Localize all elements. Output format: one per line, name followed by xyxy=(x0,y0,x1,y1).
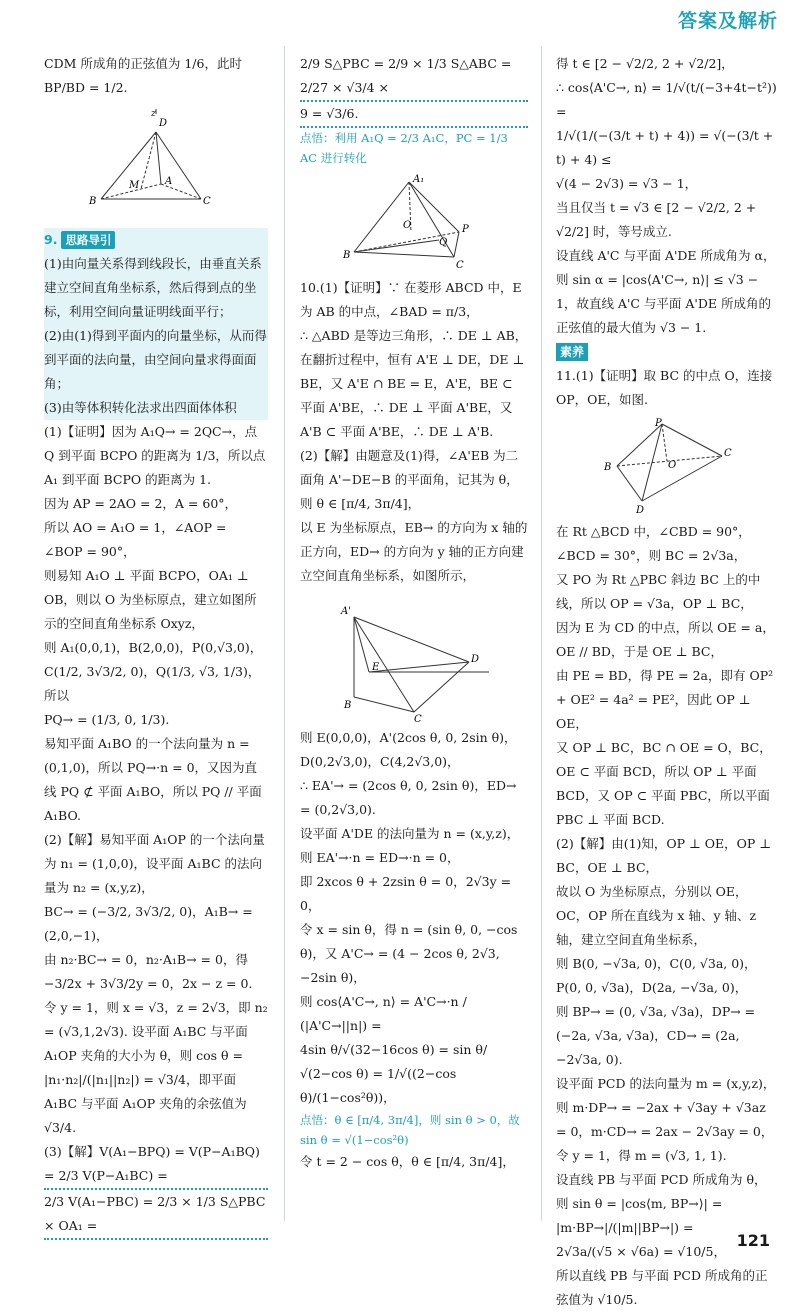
text-line: 设平面 A'DE 的法向量为 n = (x,y,z)，则 EA'→·n = ED→·n = 0， xyxy=(300,826,520,865)
text-line: BC→ = (−3/2, 3√3/2, 0)，A₁B→ = (2,0,−1)， xyxy=(44,904,253,943)
svg-text:C: C xyxy=(414,714,422,722)
text-line: 2/9 S△PBC = 2/9 × 1/3 S△ABC = 2/27 × √3/4 × xyxy=(300,52,528,102)
text-line: 令 y = 1，得 m = (√3, 1, 1). xyxy=(556,1148,727,1163)
text-line: (2)【解】由(1)知，OP ⊥ OE，OP ⊥ BC，OE ⊥ BC， xyxy=(556,836,772,875)
text-line: 当且仅当 t = √3 ∈ [2 − √2/2, 2 + √2/2] 时，等号成立. xyxy=(556,200,757,239)
text-line: 又 PO 为 Rt △PBC 斜边 BC 上的中线，所以 OP = √3a，OP ⊥ BC， xyxy=(556,572,761,611)
text-line: PQ→ = (1/3, 0, 1/3). xyxy=(44,712,170,727)
text-line: 因为 E 为 CD 的中点，所以 OE = a，OE // BD，于是 OE ⊥ BC， xyxy=(556,620,775,659)
text-line: 1/√(1/(−(3/t + t) + 4)) = √(−(3/t + t) + 4) ≤ xyxy=(556,128,774,167)
column-left xyxy=(44,52,268,1233)
text-line: 令 x = sin θ，得 n = (sin θ, 0, −cos θ)，又 A'C→ = (4 − 2cos θ, 2√3, −2sin θ)， xyxy=(300,922,518,985)
thinking-guide-tag: 思路导引 xyxy=(61,231,115,249)
text-line: 在 Rt △BCD 中，∠CBD = 90°，∠BCD = 30°，则 BC = 2√3a， xyxy=(556,524,751,563)
text-line: 以 E 为坐标原点，EB→ 的方向为 x 轴的正方向，ED→ 的方向为 y 轴的正方向建立空间直角坐标系，如图所示， xyxy=(300,520,528,583)
text-line: (1)【证明】因为 A₁Q→ = 2QC→，点 Q 到平面 BCPO 的距离为 1/3，所以点 A₁ 到平面 BCPO 的距离为 1. xyxy=(44,424,266,487)
text-line: 即 2xcos θ + 2zsin θ = 0，2√3y = 0， xyxy=(300,874,512,913)
text-line: 11.(1)【证明】取 BC 的中点 O，连接 OP，OE，如图. xyxy=(556,368,773,407)
svg-text:Q: Q xyxy=(439,237,448,248)
suyang-heading: 素养 xyxy=(556,340,778,364)
text-line: ∴ △ABD 是等边三角形，∴ DE ⊥ AB，在翻折过程中，恒有 A'E ⊥ DE，DE ⊥ BE，又 A'E ∩ BE = E，A'E，BE ⊂ 平面 A'BE，∴ DE ⊥ 平面 A'BE，又 A'B ⊂ 平面 A'BE，∴ DE ⊥ A'B. xyxy=(300,328,528,439)
pyramid-figure-pbcd xyxy=(592,416,742,516)
text-line: 4sin θ/√(32−16cos θ) = sin θ/√(2−cos θ) = 1/√((2−cos θ)/(1−cos²θ))， xyxy=(300,1042,488,1105)
text-line: (2)【解】由题意及(1)得，∠A'EB 为二面角 A'−DE−B 的平面角，记其为 θ，则 θ ∈ [π/4, 3π/4]， xyxy=(300,448,519,511)
text-line: (2)【解】易知平面 A₁OP 的一个法向量为 n₁ = (1,0,0)，设平面 A₁BC 的法向量为 n₂ = (x,y,z)， xyxy=(44,832,265,895)
text-line: 则 E(0,0,0)，A'(2cos θ, 0, 2sin θ)，D(0,2√3,0)，C(4,2√3,0)， xyxy=(300,730,517,769)
tip-note: 点悟：θ ∈ [π/4, 3π/4]，则 sin θ > 0，故 sin θ = √(1−cos²θ) xyxy=(300,1113,520,1147)
svg-text:B: B xyxy=(344,700,352,711)
problem-number: 9. xyxy=(44,232,58,247)
svg-text:O: O xyxy=(403,220,412,231)
pyramid-figure-dbcm xyxy=(81,104,231,224)
text-line: 则 A₁(0,0,1)，B(2,0,0)，P(0,√3,0)， xyxy=(44,640,263,655)
svg-text:E: E xyxy=(372,662,380,673)
text-line: 所以直线 PB 与平面 PCD 所成角的正弦值为 √10/5. xyxy=(556,1268,768,1307)
svg-text:M: M xyxy=(129,180,140,191)
text-line: (3)【解】V(A₁−BPQ) = V(P−A₁BQ) = 2/3 V(P−A₁BC) = xyxy=(44,1140,268,1190)
svg-text:A': A' xyxy=(341,606,351,617)
text-line: 则 m·DP→ = −2ax + √3ay + √3az = 0，m·CD→ = 2ax − 2√3ay = 0， xyxy=(556,1100,774,1139)
svg-text:P: P xyxy=(462,224,469,235)
text-line: 2√3a/(√5 × √6a) = √10/5， xyxy=(556,1244,726,1259)
page-number: 121 xyxy=(736,1231,770,1250)
guide-step: (2)由(1)得到平面内的向量坐标，从而得到平面的法向量，由空间向量求得面面角； xyxy=(44,328,267,391)
text-line: 由 n₂·BC→ = 0，n₂·A₁B→ = 0，得 −3/2x + 3√3/2y = 0，2x − z = 0. xyxy=(44,952,253,991)
svg-text:B: B xyxy=(604,462,612,473)
svg-text:A: A xyxy=(165,176,173,187)
svg-text:D: D xyxy=(159,118,168,129)
text-line: 则 BP→ = (0, √3a, √3a)，DP→ = (−2a, √3a, √3a)，CD→ = (2a, −2√3a, 0). xyxy=(556,1004,756,1067)
text-line: CDM 所成角的正弦值为 1/6，此时 xyxy=(44,56,242,71)
text-line: 得 t ∈ [2 − √2/2, 2 + √2/2]， xyxy=(556,56,734,71)
text-line: 设直线 A'C 与平面 A'DE 所成角为 α，则 sin α = |cos⟨A'C→, n⟩| ≤ √3 − 1，故直线 A'C 与平面 A'DE 所成角的正弦值的最大值为 √3 − 1. xyxy=(556,248,776,335)
svg-text:D: D xyxy=(636,505,645,516)
text-line: 则 B(0, −√3a, 0)，C(0, √3a, 0)，P(0, 0, √3a)，D(2a, −√3a, 0)， xyxy=(556,956,757,995)
svg-text:C: C xyxy=(456,260,464,271)
guide-step: (3)由等体积转化法求出四面体体积 xyxy=(44,400,237,415)
svg-text:z: z xyxy=(151,109,156,119)
svg-text:B: B xyxy=(343,250,351,261)
text-line: 由 PE = BD，得 PE = 2a，即有 OP² + OE² = 4a² = PE²，因此 OP ⊥ OE， xyxy=(556,668,774,731)
text-line: 令 t = 2 − cos θ，θ ∈ [π/4, 3π/4]， xyxy=(300,1154,515,1169)
text-line: ∴ EA'→ = (2cos θ, 0, 2sin θ)，ED→ = (0,2√3,0). xyxy=(300,778,517,817)
tip-note: 点悟：利用 A₁Q = 2/3 A₁C，PC = 1/3 AC 进行转化 xyxy=(300,131,508,165)
section-header: 答案及解析 xyxy=(677,10,778,32)
text-line: 10.(1)【证明】∵ 在菱形 ABCD 中，E 为 AB 的中点，∠BAD = π/3， xyxy=(300,280,522,319)
text-line: BP/BD = 1/2. xyxy=(44,80,128,95)
text-line: 因为 AP = 2AO = 2，A = 60°， xyxy=(44,496,238,511)
text-line: 易知平面 A₁BO 的一个法向量为 n = (0,1,0)，所以 PQ→·n = 0，又因为直线 PQ ⊄ 平面 A₁BO，所以 PQ // 平面 A₁BO. xyxy=(44,736,262,823)
text-line: 则 cos⟨A'C→, n⟩ = A'C→·n / (|A'C→||n|) = xyxy=(300,994,467,1033)
text-line: 9 = √3/6. xyxy=(300,102,528,128)
text-line: 设平面 PCD 的法向量为 m = (x,y,z)， xyxy=(556,1076,776,1091)
svg-text:B: B xyxy=(89,196,97,207)
text-line: 所以 AO = A₁O = 1，∠AOP = ∠BOP = 90°， xyxy=(44,520,227,559)
svg-text:C: C xyxy=(203,196,211,207)
tetrahedron-figure-a1bcp xyxy=(339,172,489,272)
svg-text:C: C xyxy=(724,448,732,459)
text-line: 则易知 A₁O ⊥ 平面 BCPO，OA₁ ⊥ OB，则以 O 为坐标原点，建立如图所示的空间直角坐标系 Oxyz， xyxy=(44,568,257,631)
column-divider xyxy=(284,46,285,1221)
text-line: 2/3 V(A₁−PBC) = 2/3 × 1/3 S△PBC × OA₁ = xyxy=(44,1190,268,1240)
text-line: 则 sin θ = |cos⟨m, BP→⟩| = |m·BP→|/(|m||BP→|) = xyxy=(556,1196,723,1235)
text-line: 令 y = 1，则 x = √3，z = 2√3，即 n₂ = (√3,1,2√3). 设平面 A₁BC 与平面 A₁OP 夹角的大小为 θ，则 cos θ = |n₁·n₂|/(|n₁||n₂|) = √3/4，即平面 A₁BC 与平面 A₁OP 夹角的余弦值为 √3/4. xyxy=(44,1000,268,1135)
svg-text:D: D xyxy=(471,654,480,665)
text-line: ∴ cos⟨A'C→, n⟩ = 1/√(t/(−3+4t−t²)) = xyxy=(556,80,777,119)
svg-text:P: P xyxy=(655,418,662,429)
svg-text:O: O xyxy=(668,460,677,471)
thinking-guide-box xyxy=(44,228,268,420)
column-middle xyxy=(300,52,528,1218)
text-line: 故以 O 为坐标原点，分别以 OE，OC，OP 所在直线为 x 轴、y 轴、z 轴，建立空间直角坐标系， xyxy=(556,884,757,947)
svg-text:A₁: A₁ xyxy=(413,174,425,185)
text-line: √(4 − 2√3) = √3 − 1， xyxy=(556,176,698,191)
text-line: 设直线 PB 与平面 PCD 所成角为 θ， xyxy=(556,1172,767,1187)
guide-step: (1)由向量关系得到线段长，由垂直关系建立空间直角坐标系，然后得到点的坐标，利用空间向量证明线面平行； xyxy=(44,256,262,319)
text-line: C(1/2, 3√3/2, 0)，Q(1/3, √3, 1/3)，所以 xyxy=(44,664,261,703)
text-line: 又 OP ⊥ BC，BC ∩ OE = O，BC，OE ⊂ 平面 BCD，所以 OP ⊥ 平面 BCD，又 OP ⊂ 平面 PBC，所以平面 PBC ⊥ 平面 BCD. xyxy=(556,740,772,827)
fold-figure-a-bcde xyxy=(339,592,489,722)
column-divider xyxy=(541,46,542,1221)
